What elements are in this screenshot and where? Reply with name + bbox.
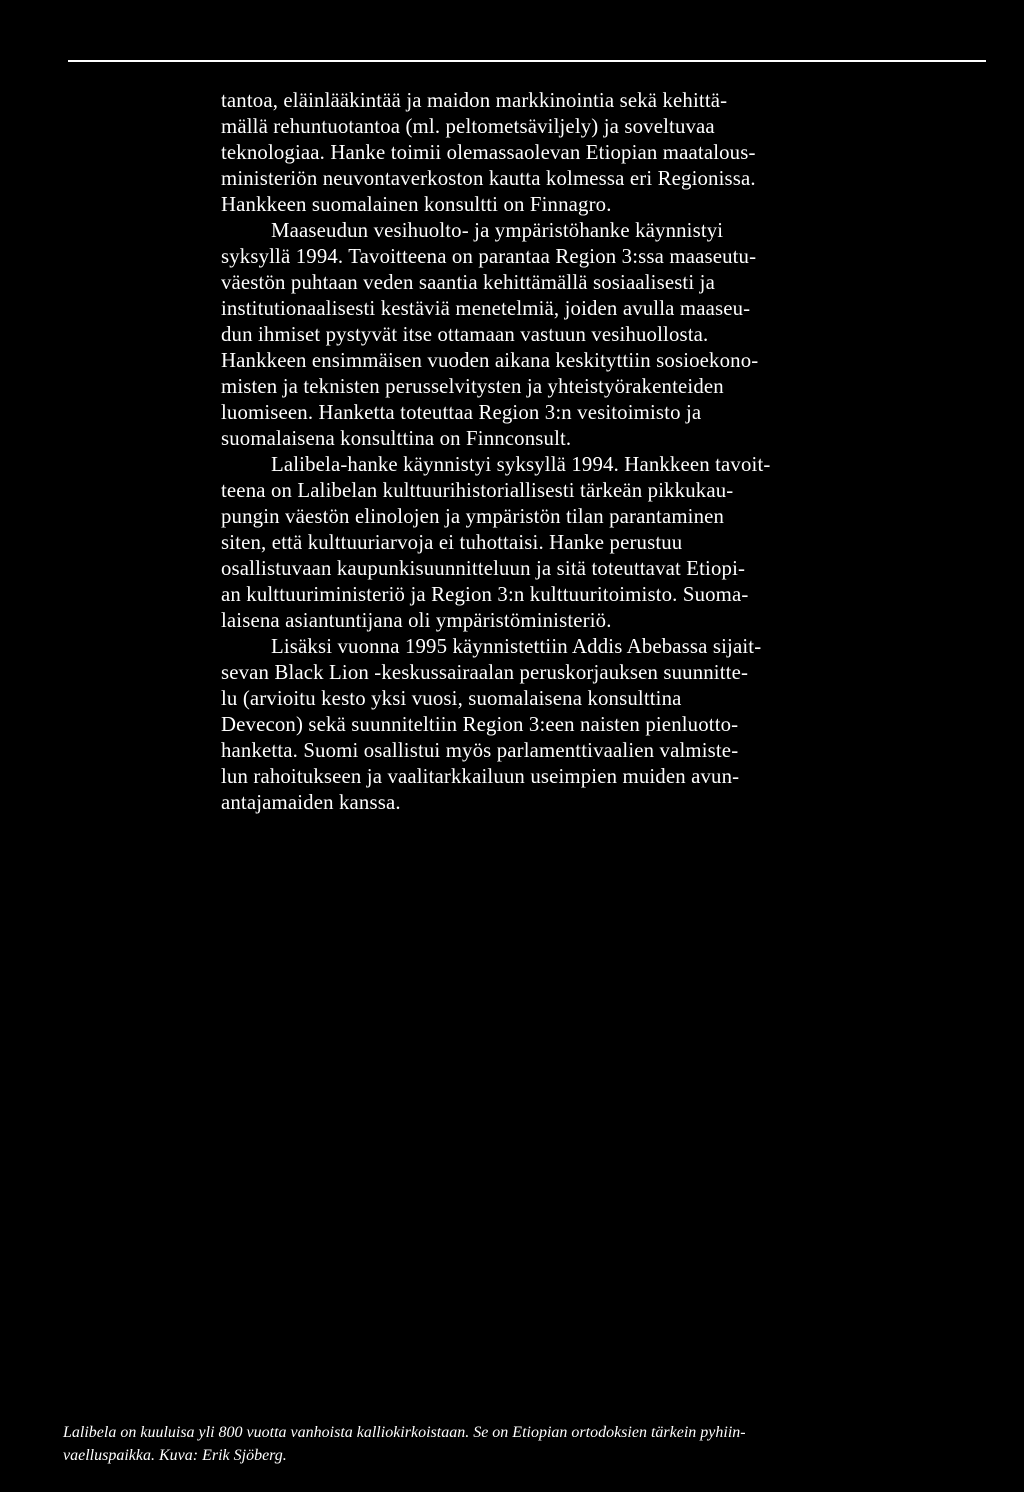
body-line: an kulttuuriministeriö ja Region 3:n kulttuuritoimisto. Suoma- bbox=[221, 583, 749, 606]
body-line: teena on Lalibelan kulttuurihistoriallisesti tärkeän pikkukau- bbox=[221, 479, 734, 502]
body-line: luomiseen. Hanketta toteuttaa Region 3:n vesitoimisto ja bbox=[221, 401, 702, 424]
body-line: pungin väestön elinolojen ja ympäristön tilan parantaminen bbox=[221, 505, 725, 528]
caption-line-2: vaelluspaikka. Kuva: Erik Sjöberg. bbox=[63, 1447, 287, 1464]
body-line: tantoa, eläinlääkintää ja maidon markkinointia sekä kehittä- bbox=[221, 89, 728, 112]
body-line: lu (arvioitu kesto yksi vuosi, suomalaisena konsulttina bbox=[221, 687, 682, 710]
body-line: Lisäksi vuonna 1995 käynnistettiin Addis Abebassa sijait- bbox=[271, 635, 762, 658]
caption-line-1: Lalibela on kuuluisa yli 800 vuotta vanhoista kalliokirkoistaan. Se on Etiopian ortodoksien tärkein pyhiin- bbox=[63, 1424, 746, 1441]
body-line: väestön puhtaan veden saantia kehittämällä sosiaalisesti ja bbox=[221, 271, 715, 294]
body-line: sevan Black Lion -keskussairaalan peruskorjauksen suunnitte- bbox=[221, 661, 749, 684]
body-line: suomalaisena konsulttina on Finnconsult. bbox=[221, 427, 572, 450]
body-line: mällä rehuntuotantoa (ml. peltometsäviljely) ja soveltuvaa bbox=[221, 115, 715, 138]
body-line: Lalibela-hanke käynnistyi syksyllä 1994. Hankkeen tavoit- bbox=[271, 453, 771, 476]
body-line: siten, että kulttuuriarvoja ei tuhottaisi. Hanke perustuu bbox=[221, 531, 683, 554]
body-line: lun rahoitukseen ja vaalitarkkailuun useimpien muiden avun- bbox=[221, 765, 740, 788]
body-line: misten ja teknisten perusselvitysten ja yhteistyörakenteiden bbox=[221, 375, 724, 398]
body-line: ministeriön neuvontaverkoston kautta kolmessa eri Regionissa. bbox=[221, 167, 756, 190]
body-text-column bbox=[221, 88, 933, 816]
photo-caption bbox=[63, 1421, 963, 1467]
body-line: Devecon) sekä suunniteltiin Region 3:een naisten pienluotto- bbox=[221, 713, 739, 736]
body-line: institutionaalisesti kestäviä menetelmiä, joiden avulla maaseu- bbox=[221, 297, 751, 320]
body-line: hanketta. Suomi osallistui myös parlamenttivaalien valmiste- bbox=[221, 739, 739, 762]
body-line: syksyllä 1994. Tavoitteena on parantaa Region 3:ssa maaseutu- bbox=[221, 245, 757, 268]
body-line: laisena asiantuntijana oli ympäristöministeriö. bbox=[221, 609, 612, 632]
body-line: Hankkeen ensimmäisen vuoden aikana keskityttiin sosioekono- bbox=[221, 349, 759, 372]
body-line: Maaseudun vesihuolto- ja ympäristöhanke käynnistyi bbox=[271, 219, 724, 242]
body-line: antajamaiden kanssa. bbox=[221, 791, 401, 814]
body-line: Hankkeen suomalainen konsultti on Finnagro. bbox=[221, 193, 612, 216]
body-line: osallistuvaan kaupunkisuunnitteluun ja sitä toteuttavat Etiopi- bbox=[221, 557, 746, 580]
body-line: teknologiaa. Hanke toimii olemassaolevan Etiopian maatalous- bbox=[221, 141, 756, 164]
body-line: dun ihmiset pystyvät itse ottamaan vastuun vesihuollosta. bbox=[221, 323, 709, 346]
top-rule bbox=[68, 60, 986, 62]
